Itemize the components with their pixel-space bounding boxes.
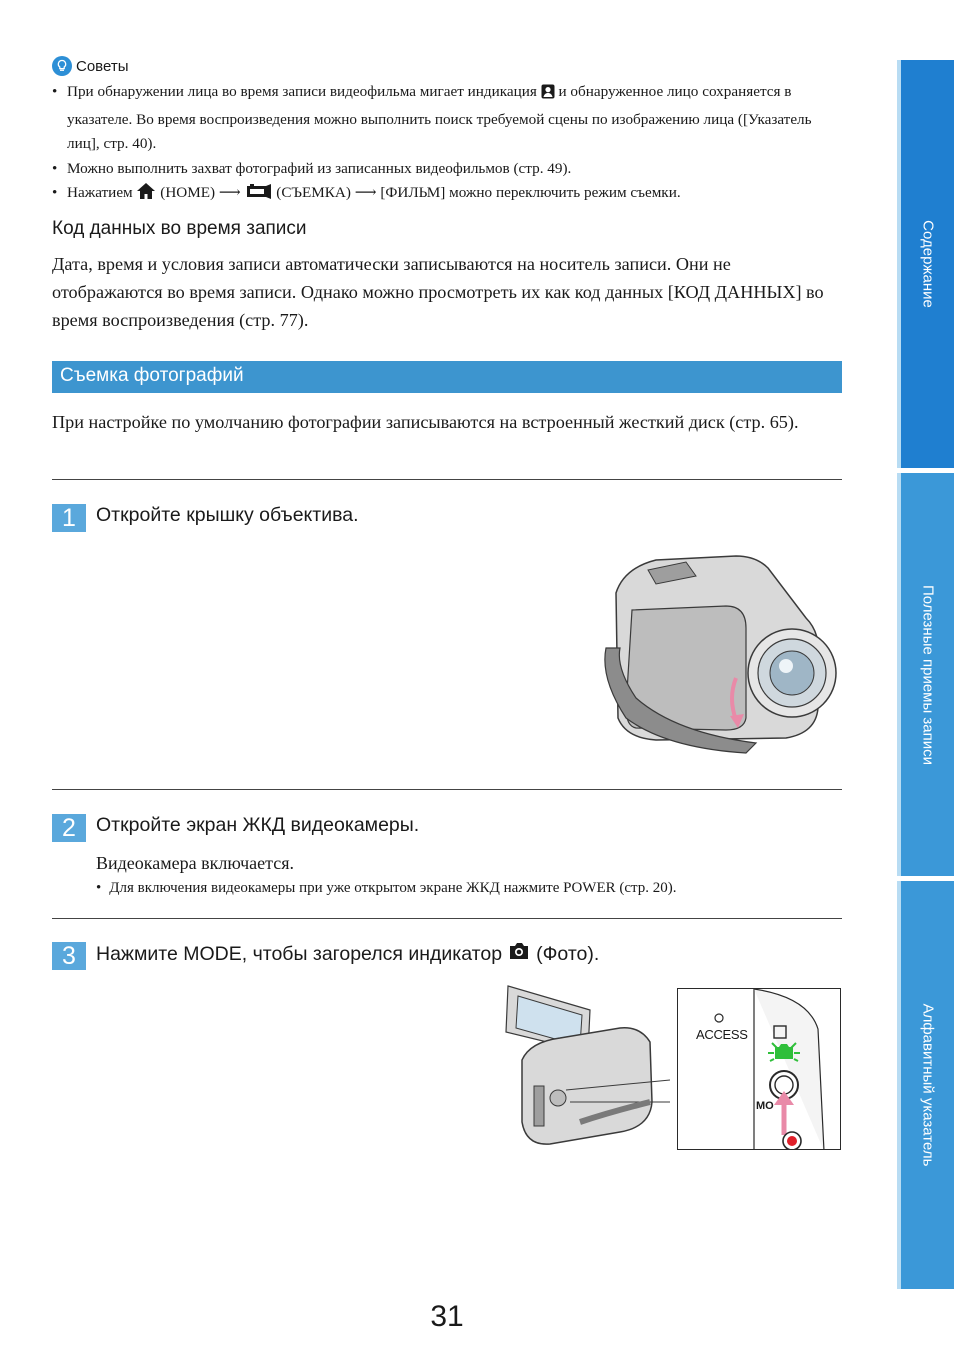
camcorder-mode-illustration xyxy=(500,982,675,1154)
mode-panel-drawing xyxy=(678,989,841,1150)
sidebar-tab-index[interactable] xyxy=(897,881,954,1289)
mode-label: MO xyxy=(756,1100,774,1112)
sidebar-tab-label: Полезные приемы записи xyxy=(919,584,936,765)
list-item: • При обнаружении лица во время записи видеофильма мигает индикация и обнаруженное лицо сохраняется в указателе. Во время воспроизведения можно выполнить поиск требуемой сцены по изображению лица ([Указатель лиц], стр. 40). xyxy=(52,80,844,157)
section-intro: При настройке по умолчанию фотографии записываются на встроенный жесткий диск (стр. 65). xyxy=(52,412,799,432)
camcorder-lens-cover-illustration xyxy=(596,548,842,764)
mode-button-inset xyxy=(677,988,841,1150)
tips-list xyxy=(52,80,844,209)
list-item: • Нажатием (HOME) ⟶ (СЪЕМКА) ⟶ [ФИЛЬМ] можно переключить режим съемки. xyxy=(52,181,844,209)
step-2-bullet: • Для включения видеокамеры при уже открытом экране ЖКД нажмите POWER (стр. 20). xyxy=(96,880,677,896)
sidebar-tab-useful-recording[interactable] xyxy=(897,473,954,876)
subheading-data-code: Код данных во время записи xyxy=(52,218,307,239)
page-number: 31 xyxy=(430,1300,464,1333)
access-label: ACCESS xyxy=(696,1027,748,1042)
divider xyxy=(52,918,842,919)
face-index-icon xyxy=(541,83,555,108)
section-header xyxy=(52,361,842,393)
lightbulb-icon xyxy=(52,56,72,76)
bullet: • xyxy=(96,880,102,896)
step-2-title: Откройте экран ЖКД видеокамеры. xyxy=(96,814,420,836)
data-code-paragraph: Дата, время и условия записи автоматически записываются на носитель записи. Они не отображаются во время записи. Однако можно просмотреть их как код данных [КОД ДАННЫХ] во время воспроизведения (стр. 77). xyxy=(52,254,824,330)
arrow-right-icon: ⟶ xyxy=(218,184,241,201)
step-1-title: Откройте крышку объектива. xyxy=(96,504,359,526)
divider xyxy=(52,789,842,790)
home-icon xyxy=(136,182,156,209)
sidebar-tab-label: Содержание xyxy=(919,220,936,308)
tips-heading-label: Советы xyxy=(76,57,129,75)
sidebar-tab-label: Алфавитный указатель xyxy=(919,1003,936,1167)
tips-heading xyxy=(52,56,128,76)
section-title: Съемка фотографий xyxy=(60,365,244,386)
arrow-right-icon: ⟶ xyxy=(354,184,377,201)
divider xyxy=(52,479,842,480)
camera-icon xyxy=(508,942,530,966)
step-number-2: 2 xyxy=(52,814,86,842)
step-2-note: Видеокамера включается. xyxy=(96,853,294,873)
step-number-1: 1 xyxy=(52,504,86,532)
list-item: • Можно выполнить захват фотографий из записанных видеофильмов (стр. 49). xyxy=(52,157,844,182)
step-number-3: 3 xyxy=(52,942,86,970)
camcorder-icon xyxy=(244,183,272,209)
sidebar-tab-contents[interactable] xyxy=(897,60,954,468)
step-3-title: Нажмите MODE, чтобы загорелся индикатор (Фото). xyxy=(96,942,600,965)
